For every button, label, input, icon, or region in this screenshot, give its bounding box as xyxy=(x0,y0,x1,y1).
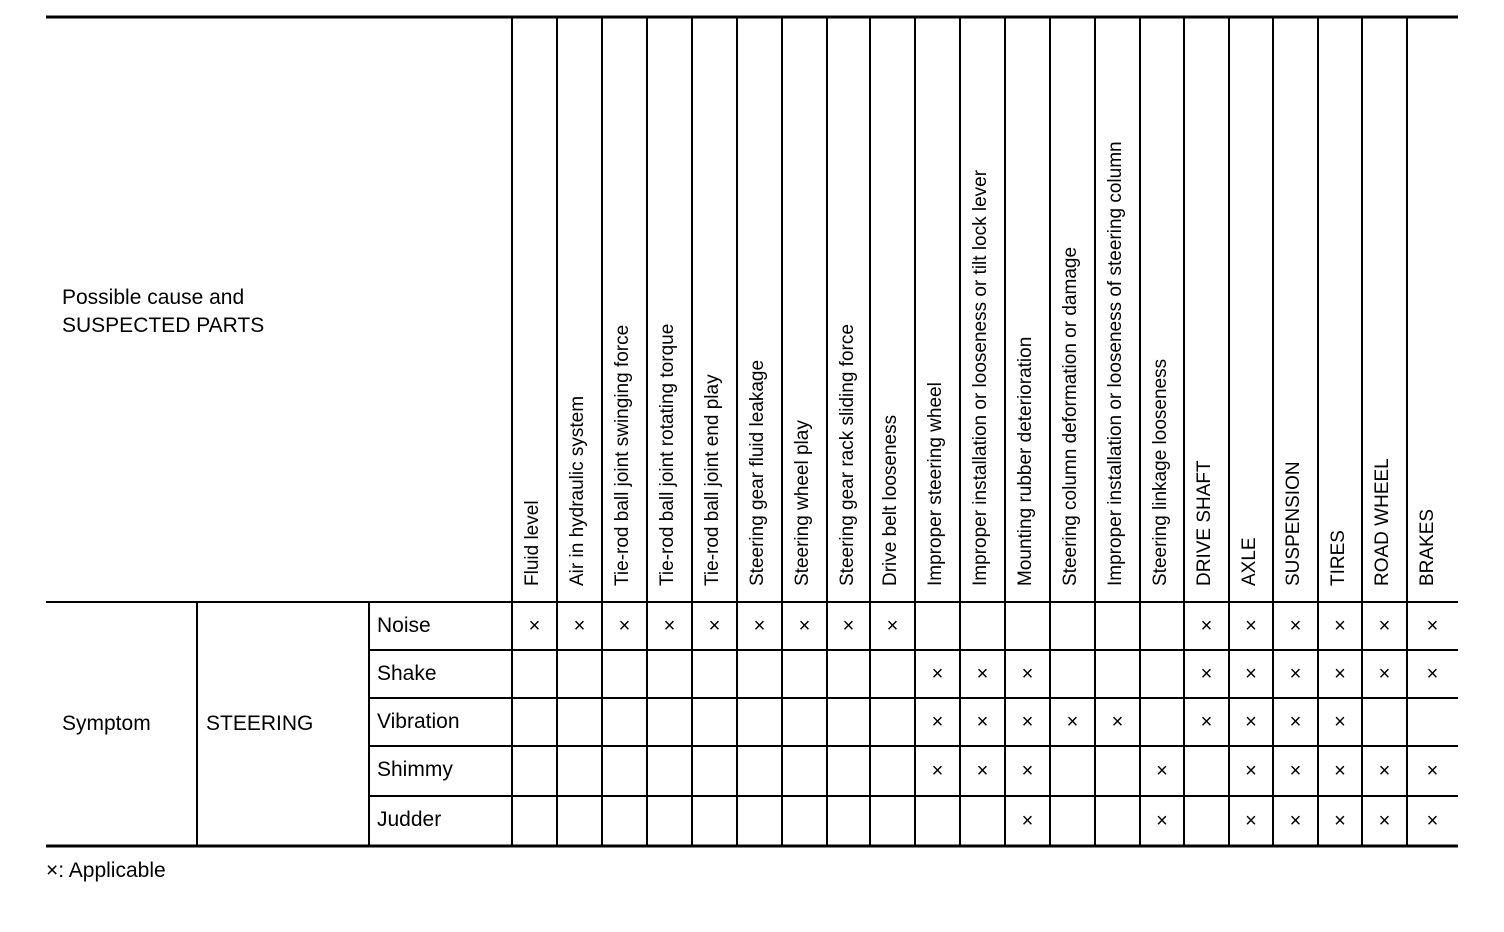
column-header: AXLE xyxy=(1239,537,1260,586)
column-header: Mounting rubber deterioration xyxy=(1015,336,1036,586)
applicable-mark: × xyxy=(1334,711,1346,733)
row-label: Noise xyxy=(377,614,431,637)
applicable-mark: × xyxy=(976,711,989,733)
column-header: Steering wheel play xyxy=(792,420,813,586)
column-header: Improper installation or looseness of steering column xyxy=(1105,141,1126,586)
applicable-mark: × xyxy=(1378,663,1391,685)
row-label: Shake xyxy=(377,662,437,685)
applicable-mark: × xyxy=(1245,760,1257,782)
column-header: Steering gear fluid leakage xyxy=(747,359,768,586)
row-label: Vibration xyxy=(377,710,460,733)
applicable-mark: × xyxy=(1245,615,1257,637)
column-header: Tie-rod ball joint rotating torque xyxy=(657,323,678,586)
symptom-label: Symptom xyxy=(62,712,151,735)
applicable-mark: × xyxy=(1156,810,1168,832)
column-header: TIRES xyxy=(1328,530,1349,586)
applicable-mark: × xyxy=(573,615,586,637)
category-label: STEERING xyxy=(206,712,314,735)
applicable-mark: × xyxy=(1200,711,1213,733)
applicable-mark: × xyxy=(931,711,944,733)
applicable-mark: × xyxy=(1378,810,1391,832)
applicable-mark: × xyxy=(1289,760,1302,782)
applicable-mark: × xyxy=(1289,711,1302,733)
applicable-mark: × xyxy=(931,760,944,782)
column-header: Improper installation or looseness or tilt lock lever xyxy=(970,169,991,586)
applicable-mark: × xyxy=(1156,760,1168,782)
applicable-mark: × xyxy=(976,760,989,782)
applicable-mark: × xyxy=(753,615,766,637)
applicable-mark: × xyxy=(1245,810,1257,832)
applicable-mark: × xyxy=(1334,810,1346,832)
column-header: Steering column deformation or damage xyxy=(1060,246,1081,586)
header-line-1: Possible cause and xyxy=(62,286,245,309)
applicable-mark: × xyxy=(1334,760,1346,782)
column-header: Fluid level xyxy=(522,500,543,586)
footnote: ×: Applicable xyxy=(46,859,166,882)
applicable-mark: × xyxy=(1021,711,1034,733)
applicable-mark: × xyxy=(708,615,721,637)
column-header: DRIVE SHAFT xyxy=(1194,460,1215,586)
applicable-mark: × xyxy=(528,615,541,637)
applicable-mark: × xyxy=(1426,810,1439,832)
applicable-mark: × xyxy=(1200,615,1213,637)
column-header: Air in hydraulic system xyxy=(567,395,588,586)
applicable-mark: × xyxy=(1334,663,1346,685)
applicable-mark: × xyxy=(1200,663,1213,685)
applicable-mark: × xyxy=(798,615,811,637)
applicable-mark: × xyxy=(1426,663,1439,685)
applicable-mark: × xyxy=(1021,810,1034,832)
row-label: Judder xyxy=(377,808,442,831)
applicable-mark: × xyxy=(976,663,989,685)
header-line-2: SUSPECTED PARTS xyxy=(62,314,265,337)
column-header: SUSPENSION xyxy=(1283,461,1304,586)
column-header: Improper steering wheel xyxy=(925,382,946,586)
applicable-mark: × xyxy=(1111,711,1124,733)
applicable-mark: × xyxy=(1378,615,1391,637)
applicable-mark: × xyxy=(842,615,855,637)
applicable-mark: × xyxy=(1289,810,1302,832)
applicable-mark: × xyxy=(1289,615,1302,637)
applicable-mark: × xyxy=(886,615,899,637)
applicable-mark: × xyxy=(1289,663,1302,685)
applicable-mark: × xyxy=(1066,711,1079,733)
column-header: BRAKES xyxy=(1417,508,1438,586)
applicable-mark: × xyxy=(1021,663,1034,685)
applicable-mark: × xyxy=(1021,760,1034,782)
column-header: Tie-rod ball joint swinging force xyxy=(612,324,633,586)
column-header: Tie-rod ball joint end play xyxy=(702,374,723,586)
applicable-mark: × xyxy=(663,615,676,637)
column-header: Steering linkage looseness xyxy=(1150,358,1171,586)
applicable-mark: × xyxy=(1378,760,1391,782)
column-header: Drive belt looseness xyxy=(880,414,901,586)
column-header: ROAD WHEEL xyxy=(1372,458,1393,586)
applicable-mark: × xyxy=(1245,663,1257,685)
applicable-mark: × xyxy=(618,615,631,637)
applicable-mark: × xyxy=(931,663,944,685)
applicable-mark: × xyxy=(1245,711,1257,733)
applicable-mark: × xyxy=(1334,615,1346,637)
applicable-mark: × xyxy=(1426,615,1439,637)
row-label: Shimmy xyxy=(377,758,453,781)
column-header: Steering gear rack sliding force xyxy=(837,324,858,586)
applicable-mark: × xyxy=(1426,760,1439,782)
